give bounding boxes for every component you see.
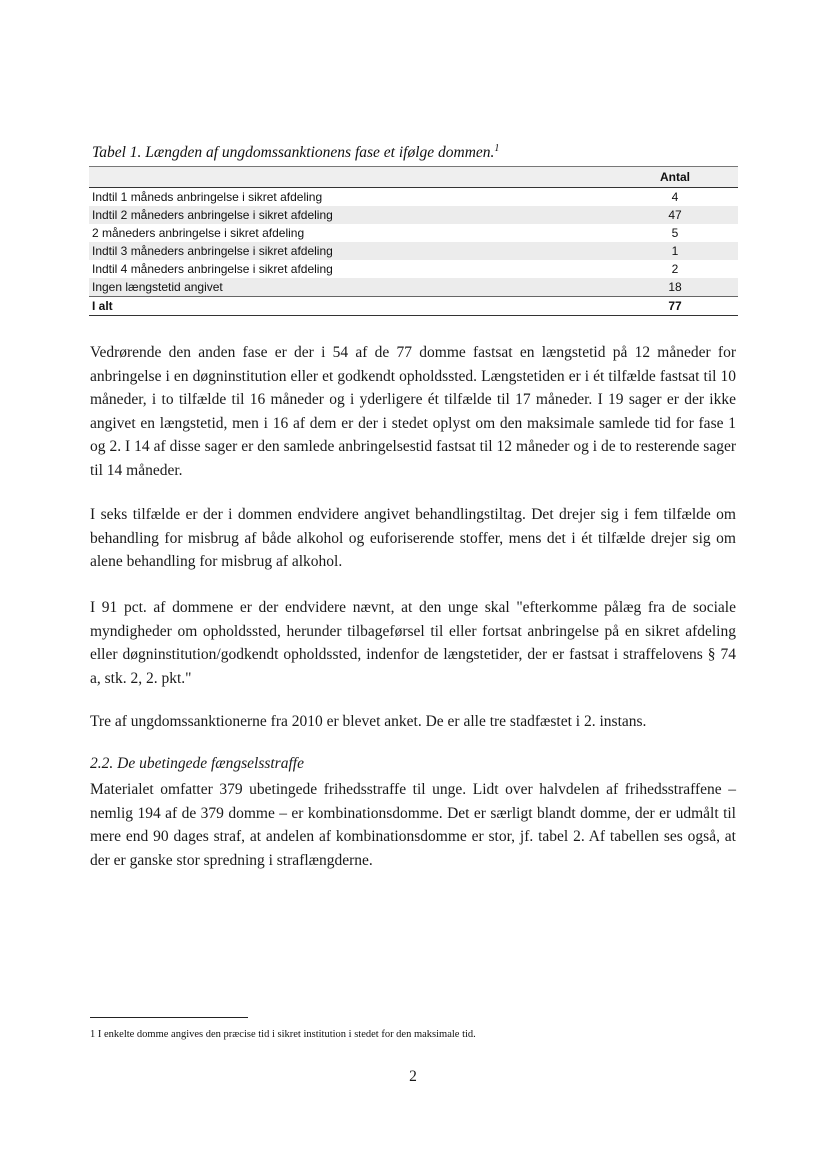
row-count: 1: [671, 244, 679, 258]
paragraph-prison-sentences: Materialet omfatter 379 ubetingede frihedsstraffe til unge. Lidt over halvdelen af frihedsstraffene – nemlig 194 af de 379 domme – er kombinationsdomme. Det er særligt blandt domme, der er udmålt til mere end 90 dages straf, at andelen af kombinationsdomme er stor, jf. tabel 2. Af tabellen ses også, at der er ganske stor spredning i straflængderne.: [90, 781, 736, 869]
total-count: 77: [612, 297, 738, 316]
row-count: 4: [671, 190, 679, 204]
table-row: [89, 206, 738, 224]
table-caption: [92, 143, 499, 162]
page-number: 2: [409, 1068, 417, 1085]
sanction-length-table: [89, 166, 738, 316]
row-label: Ingen længstetid angivet: [92, 280, 223, 294]
row-label: Indtil 2 måneders anbringelse i sikret afdeling: [92, 208, 333, 222]
table-row: [89, 188, 738, 207]
row-label: 2 måneders anbringelse i sikret afdeling: [92, 226, 305, 240]
table-row: [89, 260, 738, 278]
footnote-reference[interactable]: 1: [494, 143, 500, 154]
row-count: 18: [668, 280, 682, 294]
header-count-cell: Antal: [612, 167, 738, 188]
table-row: [89, 224, 738, 242]
paragraph-appeals: Tre af ungdomssanktionerne fra 2010 er blevet anket. De er alle tre stadfæstet i 2. instans.: [90, 713, 647, 730]
row-count: 2: [671, 262, 679, 276]
header-label-cell: [89, 167, 612, 188]
row-label: Indtil 1 måneds anbringelse i sikret afdeling: [92, 190, 323, 204]
total-label: I alt: [89, 297, 612, 316]
row-label: Indtil 3 måneders anbringelse i sikret afdeling: [92, 244, 333, 258]
footnote-divider: [90, 1017, 248, 1018]
table-header-row: [89, 167, 738, 188]
footnote: 1 I enkelte domme angives den præcise tid i sikret institution i stedet for den maksimale tid.: [90, 1029, 476, 1040]
row-count: 47: [668, 208, 682, 222]
paragraph-second-phase: Vedrørende den anden fase er der i 54 af de 77 domme fastsat en længstetid på 12 måneder for anbringelse i en døgninstitution eller et godkendt opholdssted. Længstetiden er i ét tilfælde fastsat til 10 måneder, i to tilfælde til 16 måneder og i yderligere ét tilfælde til 17 måneder. I 19 sager er der ikke angivet en længstetid, men i 16 af dem er der i stedet oplyst om den maksimale samlede tid for fase 1 og 2. I 14 af disse sager er den samlede anbringelsestid fastsat til 12 måneder og i de to resterende sager til 14 måneder.: [90, 344, 736, 479]
row-label: Indtil 4 måneders anbringelse i sikret afdeling: [92, 262, 333, 276]
table-caption-text: Tabel 1. Længden af ungdomssanktionens fase et ifølge dommen.: [92, 144, 495, 162]
paragraph-treatment: I seks tilfælde er der i dommen endvidere angivet behandlingstiltag. Det drejer sig i fem tilfælde om behandling for misbrug af både alkohol og euforiserende stoffer, mens det i ét tilfælde drejer sig om alene behandling for misbrug af alkohol.: [90, 506, 736, 570]
section-heading: 2.2. De ubetingede fængselsstraffe: [90, 755, 304, 772]
table-total-row: [89, 297, 738, 316]
row-count: 5: [671, 226, 679, 240]
table-row: [89, 278, 738, 297]
table-row: [89, 242, 738, 260]
paragraph-instructions: I 91 pct. af dommene er der endvidere nævnt, at den unge skal "efterkomme pålæg fra de sociale myndigheder om opholdssted, herunder tilbageførsel til eller fortsat anbringelse på en sikret afdeling eller døgninstitution/godkendt opholdssted, indenfor de længstetider, der er fastsat i straffelovens § 74 a, stk. 2, 2. pkt.": [90, 599, 736, 687]
